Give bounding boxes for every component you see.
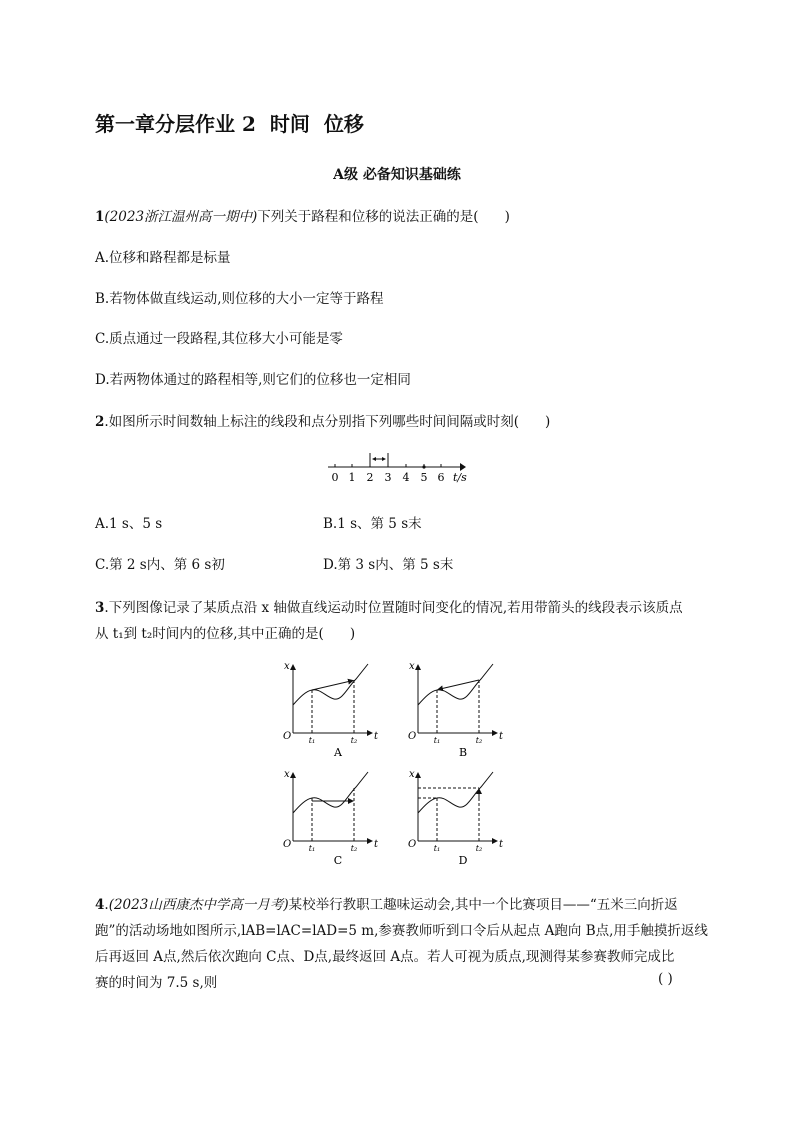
q4-number: 4 <box>95 897 105 913</box>
q3-stem-text-2: 从 t₁到 t₂时间内的位移,其中正确的是( <box>95 626 324 642</box>
q4-answer-paren: ( ) <box>658 971 673 987</box>
time-interval-marker <box>370 453 388 467</box>
q2-stem-text: .如图所示时间数轴上标注的线段和点分别指下列哪些时间间隔或时刻( <box>104 414 519 430</box>
graph-b <box>408 661 504 759</box>
time-point-marker <box>422 465 425 468</box>
graph-c-t2: t₂ <box>350 844 358 853</box>
chapter-label: 第一章 <box>95 112 155 136</box>
graph-b-label: B <box>458 746 468 759</box>
q2-number: 2 <box>95 414 105 430</box>
topic-displacement: 位移 <box>323 112 364 136</box>
graph-c-label: C <box>333 854 343 867</box>
graph-b-origin: O <box>408 731 417 742</box>
q4-line2: 跑”的活动场地如图所示,lAB=lAC=lAD=5 m,参赛教师听到口令后从起点 A跑向 B点,用手触摸折返线 <box>95 923 708 939</box>
graph-b-t-label: t <box>499 731 504 742</box>
tick-label-4: 4 <box>402 471 410 484</box>
graph-c-t-label: t <box>374 839 379 850</box>
graph-a <box>283 661 379 759</box>
q1-option-a: A.位移和路程都是标量 <box>95 250 231 266</box>
q2-close-paren: ) <box>544 414 551 430</box>
tick-label-3: 3 <box>384 471 392 484</box>
tick-label-2: 2 <box>366 471 374 484</box>
graph-a-t2: t₂ <box>350 736 358 745</box>
graph-d-t2: t₂ <box>475 844 483 853</box>
graph-a-y-label: x <box>284 661 290 672</box>
graph-c-t1: t₁ <box>308 844 316 853</box>
q2-option-c: C.第 2 s内、第 6 s初 <box>95 557 225 573</box>
q4-line1-text: 某校举行教职工趣味运动会,其中一个比赛项目——“五米三向折返 <box>288 897 678 913</box>
q3-close-paren: ) <box>349 626 356 642</box>
q1-stem <box>95 205 510 225</box>
graph-b-displacement-arrow <box>438 680 479 690</box>
q1-option-b: B.若物体做直线运动,则位移的大小一定等于路程 <box>95 291 384 307</box>
page-title <box>95 108 364 137</box>
q1-option-d: D.若两物体通过的路程相等,则它们的位移也一定相同 <box>95 372 411 388</box>
graph-d-t1: t₁ <box>433 844 441 853</box>
q1-source: (2023浙江温州高一期中) <box>104 209 258 225</box>
graph-d-origin: O <box>408 839 417 850</box>
q2-stem <box>95 410 550 430</box>
q3-stem-line2 <box>95 622 355 642</box>
axis-unit-label: t/s <box>453 471 467 484</box>
graph-d-curve <box>418 772 493 813</box>
graph-c-y-label: x <box>284 769 290 780</box>
time-axis-diagram <box>320 446 480 486</box>
graph-a-displacement-arrow <box>312 681 353 691</box>
q4-line4: 赛的时间为 7.5 s,则 <box>95 975 218 991</box>
graph-a-label: A <box>334 746 342 759</box>
q1-number: 1 <box>95 209 105 225</box>
graph-d-t-label: t <box>499 839 504 850</box>
q4-line1: 4.(2023山西康杰中学高一月考)某校举行教职工趣味运动会,其中一个比赛项目——“五米三向折返 <box>95 897 678 913</box>
graph-a-t1: t₁ <box>308 736 316 745</box>
time-axis-arrow <box>460 463 466 471</box>
topic-time: 时间 <box>269 112 310 136</box>
q3-number: 3 <box>95 600 105 616</box>
graph-b-t2: t₂ <box>475 736 483 745</box>
q1-stem-text: 下列关于路程和位移的说法正确的是( <box>257 209 479 225</box>
tick-label-5: 5 <box>420 471 428 484</box>
q3-stem-line1 <box>95 596 683 616</box>
graph-b-curve <box>418 664 493 705</box>
q1-option-c: C.质点通过一段路程,其位移大小可能是零 <box>95 331 343 347</box>
graph-d-label: D <box>458 854 468 867</box>
graph-a-t-label: t <box>374 731 379 742</box>
graph-c-curve <box>293 772 368 813</box>
tick-label-6: 6 <box>437 471 445 484</box>
tick-label-1: 1 <box>348 471 356 484</box>
graph-b-y-label: x <box>409 661 415 672</box>
q3-stem-text-1: .下列图像记录了某质点沿 x 轴做直线运动时位置随时间变化的情况,若用带箭头的线段表示该质点 <box>104 600 683 616</box>
graph-c-origin: O <box>283 839 292 850</box>
q1-close-paren: ) <box>504 209 510 225</box>
tick-label-0: 0 <box>331 471 339 484</box>
q4-line3: 后再返回 A点,然后依次跑向 C点、D点,最终返回 A点。若人可视为质点,现测得某参赛教师完成比 <box>95 949 675 965</box>
graph-b-t1: t₁ <box>433 736 441 745</box>
graph-c <box>283 769 379 867</box>
graph-d-y-label: x <box>409 769 415 780</box>
graph-a-origin: O <box>283 731 292 742</box>
q2-option-b: B.1 s、第 5 s末 <box>323 516 422 532</box>
xt-graphs-figure <box>280 655 510 870</box>
q2-option-a: A.1 s、5 s <box>95 516 163 532</box>
graph-d <box>408 769 504 867</box>
graph-a-curve <box>293 664 368 705</box>
q2-option-d: D.第 3 s内、第 5 s末 <box>323 557 454 573</box>
level-heading: A级 必备知识基础练 <box>333 167 461 183</box>
section-label: 分层作业 2 <box>155 112 256 136</box>
q4-source: (2023山西康杰中学高一月考) <box>108 897 289 913</box>
